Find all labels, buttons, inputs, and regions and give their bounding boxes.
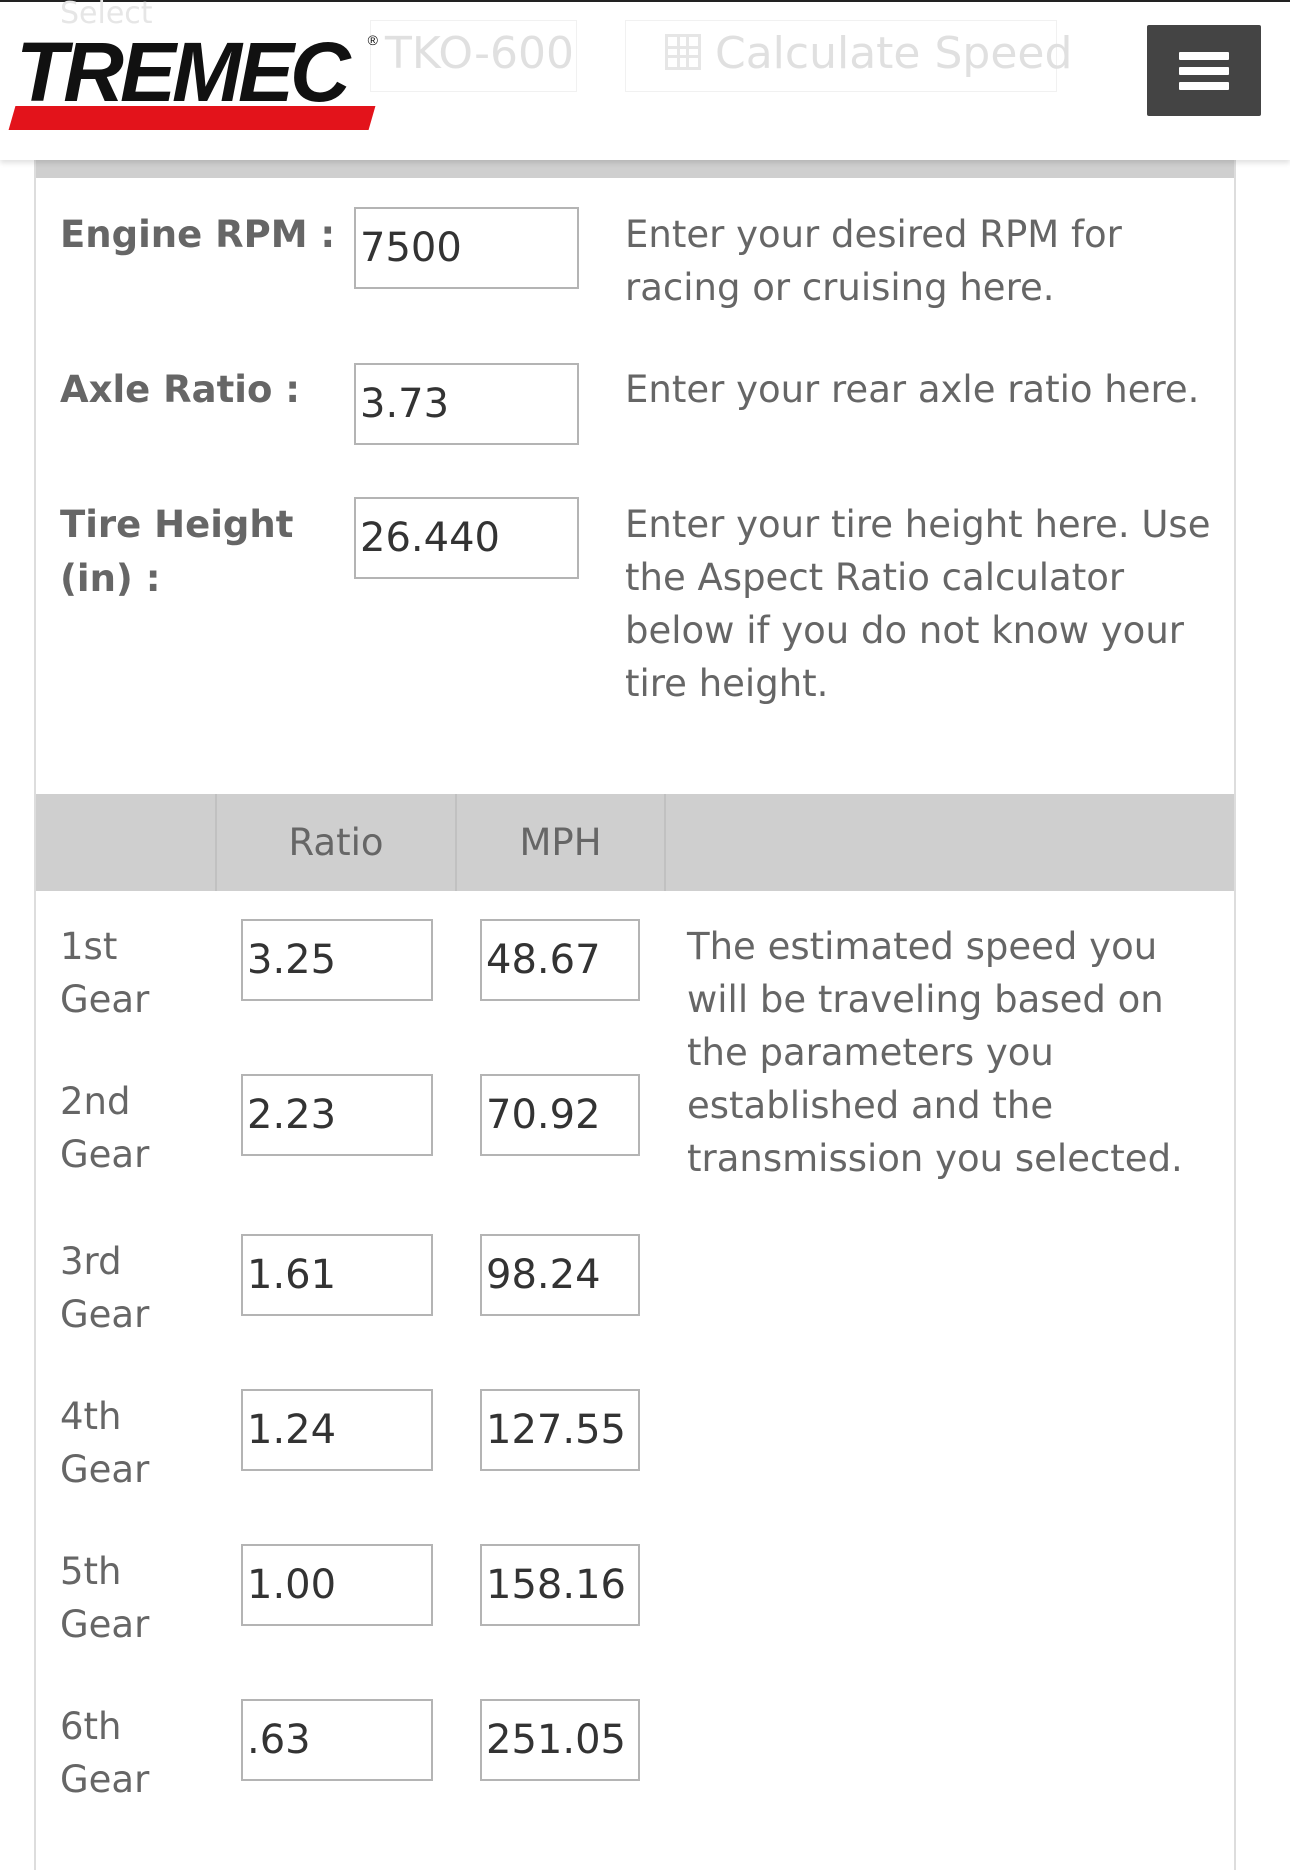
tire-height-input[interactable]: [354, 497, 579, 579]
header-separator: [664, 794, 666, 891]
gear-1-ratio-input[interactable]: [241, 919, 433, 1001]
site-header: [0, 0, 1290, 160]
gear-6-ratio-input[interactable]: [241, 1699, 433, 1781]
gear-word: Gear: [60, 978, 150, 1021]
gear-5-mph-output[interactable]: [480, 1544, 640, 1626]
gear-label-3rd: [60, 1235, 149, 1341]
tire-height-help: Enter your tire height here. Use the Aspect Ratio calculator below if you do not know your tire height.: [625, 503, 1211, 705]
gear-4-mph-output[interactable]: [480, 1389, 640, 1471]
gear-name: 2nd: [60, 1080, 131, 1123]
gear-4-ratio-input[interactable]: [241, 1389, 433, 1471]
gear-5-ratio-input[interactable]: [241, 1544, 433, 1626]
gear-name: 3rd: [60, 1240, 122, 1283]
gear-name: 1st: [60, 925, 118, 968]
gear-word: Gear: [60, 1133, 150, 1176]
gear-label-2nd: [60, 1075, 149, 1181]
engine-rpm-input[interactable]: [354, 207, 579, 289]
hamburger-menu-button[interactable]: [1147, 25, 1261, 116]
speed-calculator-card: [34, 150, 1236, 1870]
gear-name: 5th: [60, 1550, 122, 1593]
engine-rpm-help: Enter your desired RPM for racing or cruising here.: [625, 213, 1122, 309]
logo-wordmark: TREMEC: [16, 25, 347, 119]
axle-ratio-input[interactable]: [354, 363, 579, 445]
ratio-column-header: Ratio: [288, 821, 384, 864]
gear-label-5th: [60, 1545, 149, 1651]
gear-2-ratio-input[interactable]: [241, 1074, 433, 1156]
tire-height-label-line1: Tire Height: [60, 503, 294, 546]
logo-registered-mark: ®: [367, 32, 378, 48]
hamburger-icon-bar: [1179, 67, 1229, 75]
transmission-select-value: TKO-600: [385, 28, 575, 79]
axle-ratio-label: Axle Ratio :: [60, 368, 301, 411]
engine-rpm-label: Engine RPM :: [60, 213, 336, 256]
gear-word: Gear: [60, 1293, 150, 1336]
gear-name: 4th: [60, 1395, 122, 1438]
gear-label-6th: [60, 1700, 149, 1806]
speed-estimate-note: The estimated speed you will be traveling based on the parameters you established and the transmission you selected.: [687, 925, 1183, 1180]
tire-height-label-line2: (in) :: [60, 557, 161, 600]
gear-label-1st: [60, 920, 149, 1026]
gear-word: Gear: [60, 1758, 150, 1801]
gear-6-mph-output[interactable]: [480, 1699, 640, 1781]
gear-word: Gear: [60, 1603, 150, 1646]
gear-table-header: [36, 794, 1234, 891]
transmission-select-label: Select: [60, 0, 153, 31]
gear-name: 6th: [60, 1705, 122, 1748]
gear-3-ratio-input[interactable]: [241, 1234, 433, 1316]
hamburger-icon-bar: [1179, 82, 1229, 90]
gear-3-mph-output[interactable]: [480, 1234, 640, 1316]
gear-1-mph-output[interactable]: [480, 919, 640, 1001]
gear-word: Gear: [60, 1448, 150, 1491]
gear-label-4th: [60, 1390, 149, 1496]
tire-height-label: [60, 498, 293, 606]
gear-2-mph-output[interactable]: [480, 1074, 640, 1156]
calculator-icon: [665, 34, 701, 70]
mph-column-header: MPH: [519, 821, 602, 864]
hamburger-icon: [1179, 52, 1229, 60]
axle-ratio-help: Enter your rear axle ratio here.: [625, 368, 1200, 411]
calculate-speed-label: Calculate Speed: [715, 28, 1073, 79]
tremec-logo[interactable]: [6, 24, 378, 132]
